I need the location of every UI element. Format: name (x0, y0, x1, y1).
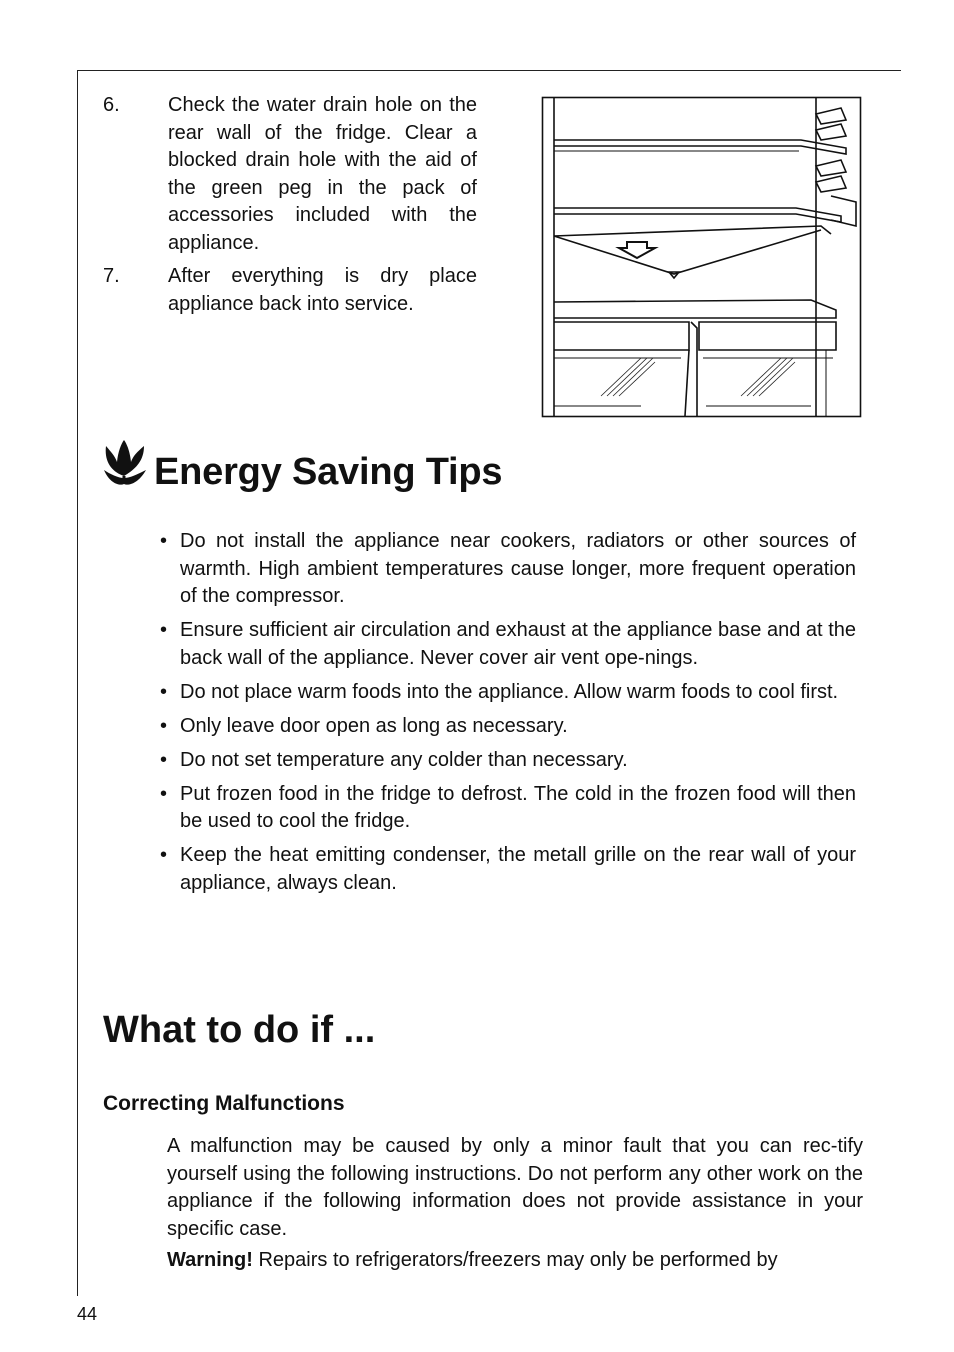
energy-saving-title: Energy Saving Tips (154, 451, 503, 493)
cleaning-steps (103, 92, 477, 324)
what-to-do-title: What to do if ... (103, 1009, 376, 1051)
bullet: • (160, 844, 168, 866)
list-item (160, 679, 856, 707)
bullet: • (160, 619, 168, 641)
step-item (103, 92, 477, 257)
tip-text: Do not set temperature any colder than necessary. (180, 748, 628, 771)
list-item (160, 713, 856, 741)
tip-text: Only leave door open as long as necessary. (180, 714, 568, 737)
left-rule (77, 70, 78, 1296)
tip-text: Do not place warm foods into the appliance. Allow warm foods to cool first. (180, 680, 839, 703)
warning-text: Repairs to refrigerators/freezers may only be performed by (252, 1249, 778, 1271)
bullet: • (160, 530, 168, 552)
step-text: Check the water drain hole on the rear wall of the fridge. Clear a blocked drain hole with the aid of the green peg in the pack of accessories included with the appliance. (168, 94, 477, 254)
list-item (160, 617, 856, 672)
tip-text: Keep the heat emitting condenser, the metall grille on the rear wall of your appliance, always clean. (180, 844, 856, 894)
bullet: • (160, 782, 168, 805)
tip-text: Do not install the appliance near cookers, radiators or other sources of warmth. High ambient temperatures cause longer, more frequent operation of the compressor. (180, 530, 856, 607)
warning-paragraph (167, 1247, 877, 1275)
list-item (160, 528, 856, 611)
tip-text: Put frozen food in the fridge to defrost. The cold in the frozen food will then be used to cool the fridge. (180, 782, 856, 832)
page-number: 44 (77, 1304, 98, 1324)
bullet: • (160, 680, 168, 703)
fridge-interior-illustration (541, 96, 862, 418)
step-text: After everything is dry place appliance back into service. (168, 265, 477, 315)
list-item (160, 747, 856, 775)
tip-text: Ensure sufficient air circulation and exhaust at the appliance base and at the back wall of the appliance. Never cover air vent ope-nings. (180, 619, 856, 669)
list-item (160, 781, 856, 836)
step-number: 7. (103, 265, 120, 287)
flower-icon (100, 432, 150, 490)
correcting-malfunctions-heading: Correcting Malfunctions (103, 1092, 345, 1115)
warning-label: Warning! (167, 1249, 253, 1271)
bullet: • (160, 748, 168, 771)
top-rule (77, 70, 901, 71)
list-item (160, 842, 856, 897)
malfunction-paragraph: A malfunction may be caused by only a minor fault that you can rec-tify yourself using the following instructions. Do not perform any other work on the appliance if the following information does not provide assistance in your specific case. (167, 1135, 863, 1240)
bullet: • (160, 714, 168, 737)
step-number: 6. (103, 94, 120, 116)
step-item (103, 263, 477, 318)
energy-tips-list (160, 528, 856, 904)
